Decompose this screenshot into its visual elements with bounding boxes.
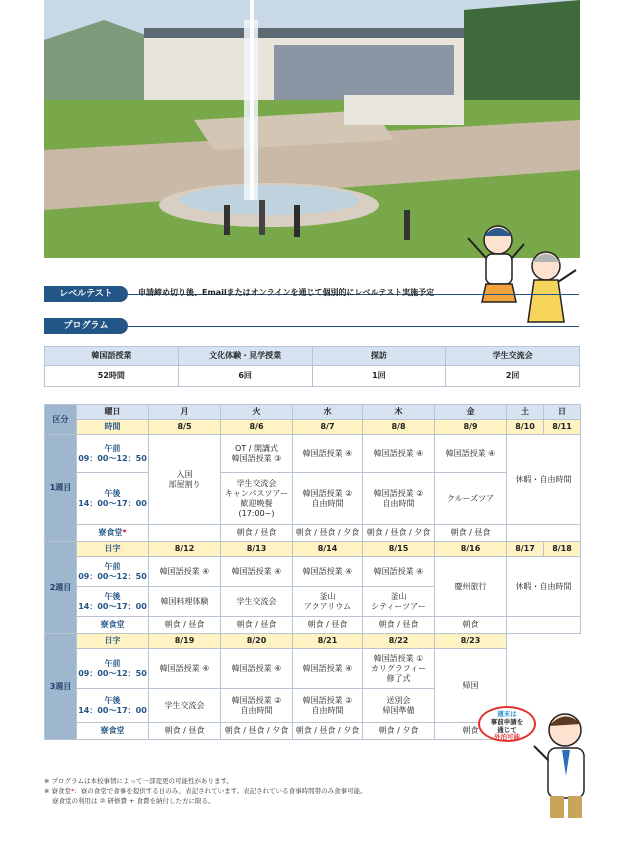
activity-cell: 韓国語授業 ④ (363, 557, 435, 587)
date-cell: 8/14 (293, 542, 363, 557)
activity-cell: 韓国語授業 ④ (293, 649, 363, 689)
footnotes (44, 776, 367, 806)
activity-cell: 韓国語授業 ④ (149, 557, 221, 587)
program-header: 韓国語授業 (45, 347, 179, 366)
date-cell: 8/5 (149, 420, 221, 435)
program-header: 探訪 (312, 347, 446, 366)
morning-slot: 午前 09：00～12：50 (77, 435, 149, 473)
meal-label: 寮食堂 (77, 617, 149, 634)
date-cell: 8/13 (221, 542, 293, 557)
meal-cell: 朝食 / 昼食 (363, 617, 435, 634)
time-header: 時間 (77, 420, 149, 435)
date-cell: 8/12 (149, 542, 221, 557)
activity-cell: 学生交流会 (221, 587, 293, 617)
note-change: ※ プログラムは本校事情によって一部変更の可能性があります。 (44, 777, 233, 785)
activity-cell: クルーズツア (435, 473, 507, 525)
weekend-stay-bubble: 週末は 事前申請を 通じて 外泊可能 (478, 706, 536, 742)
date-cell: 8/7 (293, 420, 363, 435)
week-label: 1週目 (45, 435, 77, 542)
date-cell: 8/22 (363, 634, 435, 649)
meal-cell: 朝食 / 昼食 / 夕食 (221, 723, 293, 740)
date-cell: 8/8 (363, 420, 435, 435)
date-cell: 8/6 (221, 420, 293, 435)
meal-cell (149, 525, 221, 542)
meal-cell: 朝食 / 昼食 (435, 525, 507, 542)
date-cell: 8/19 (149, 634, 221, 649)
program-value: 52時間 (45, 366, 179, 387)
activity-cell: 送別会 帰国準備 (363, 689, 435, 723)
date-cell: 8/18 (544, 542, 581, 557)
category-header: 区分 (45, 405, 77, 435)
activity-cell: 韓国語授業 ④ (221, 649, 293, 689)
weekday-header: 曜日 (77, 405, 149, 420)
activity-cell: 韓国語授業 ② 自由時間 (221, 689, 293, 723)
meal-cell: 朝食 (435, 723, 507, 740)
note-cafeteria: ※ 寮食堂*：寮の食堂で食事を提供する日のみ、表記されています。表記されている食事時間帯のみ食事可能。 (44, 787, 367, 796)
activity-cell: 韓国語授業 ④ (435, 435, 507, 473)
program-value: 6回 (178, 366, 312, 387)
date-cell: 8/17 (507, 542, 544, 557)
activity-cell: 韓国語授業 ② 自由時間 (293, 473, 363, 525)
dow-tue: 火 (221, 405, 293, 420)
activity-cell: 韓国料理体験 (149, 587, 221, 617)
meal-cell: 朝食 / 昼食 (149, 723, 221, 740)
meal-cell (507, 617, 581, 634)
activity-cell: 韓国語授業 ② 自由時間 (363, 473, 435, 525)
date-header: 日字 (77, 634, 149, 649)
week-label: 3週目 (45, 634, 77, 740)
week-label: 2週目 (45, 542, 77, 634)
meal-cell (507, 525, 581, 542)
meal-cell: 朝食 / 昼食 (149, 617, 221, 634)
meal-cell: 朝食 (435, 617, 507, 634)
program-summary-table (44, 346, 580, 387)
afternoon-slot: 午後 14：00～17：00 (77, 689, 149, 723)
morning-slot: 午前 09：00～12：50 (77, 557, 149, 587)
date-cell: 8/10 (507, 420, 544, 435)
meal-cell: 朝食 / 夕食 (363, 723, 435, 740)
dow-sun: 日 (544, 405, 581, 420)
activity-cell: 韓国語授業 ④ (293, 435, 363, 473)
date-cell: 8/9 (435, 420, 507, 435)
dow-wed: 水 (293, 405, 363, 420)
program-divider (128, 326, 579, 327)
arrival-cell: 入国 部屋割り (149, 435, 221, 525)
meal-cell: 朝食 / 昼食 (221, 525, 293, 542)
meal-cell: 朝食 / 昼食 (221, 617, 293, 634)
note-cafeteria-usage: 寮食堂の利用は ② 研修費 + 食費を納付した方に限る。 (52, 797, 215, 806)
activity-cell: 帰国 (435, 649, 507, 723)
children-illustration (464, 218, 584, 328)
afternoon-slot: 午後 14：00～17：00 (77, 473, 149, 525)
activity-cell: 釜山 アクアリウム (293, 587, 363, 617)
date-cell: 8/11 (544, 420, 581, 435)
dow-sat: 土 (507, 405, 544, 420)
weekend-cell: 休暇・自由時間 (507, 557, 581, 617)
activity-cell: 韓国語授業 ④ (363, 435, 435, 473)
afternoon-slot: 午後 14：00～17：00 (77, 587, 149, 617)
date-cell: 8/20 (221, 634, 293, 649)
activity-cell: 韓国語授業 ② 自由時間 (293, 689, 363, 723)
activity-cell: OT / 開講式 韓国語授業 ③ (221, 435, 293, 473)
meal-cell: 朝食 / 昼食 / 夕食 (293, 723, 363, 740)
meal-label: 寮食堂* (77, 525, 149, 542)
activity-cell: 釜山 シティーツアー (363, 587, 435, 617)
schedule-table (44, 404, 581, 740)
date-cell: 8/23 (435, 634, 507, 649)
activity-cell: 韓国語授業 ④ (293, 557, 363, 587)
dow-mon: 月 (149, 405, 221, 420)
level-test-label: レベルテスト (44, 286, 128, 302)
activity-cell: 慶州旅行 (435, 557, 507, 617)
date-cell: 8/21 (293, 634, 363, 649)
program-header: 文化体験・見学授業 (178, 347, 312, 366)
dow-fri: 金 (435, 405, 507, 420)
program-value: 2回 (446, 366, 580, 387)
meal-label: 寮食堂 (77, 723, 149, 740)
weekend-cell: 休暇・自由時間 (507, 435, 581, 525)
date-cell: 8/16 (435, 542, 507, 557)
meal-cell: 朝食 / 昼食 / 夕食 (363, 525, 435, 542)
program-value: 1回 (312, 366, 446, 387)
meal-cell: 朝食 / 昼食 (293, 617, 363, 634)
meal-cell: 朝食 / 昼食 / 夕食 (293, 525, 363, 542)
date-cell: 8/15 (363, 542, 435, 557)
program-label: プログラム (44, 318, 128, 334)
dow-thu: 木 (363, 405, 435, 420)
activity-cell: 韓国語授業 ① カリグラフィー 修了式 (363, 649, 435, 689)
activity-cell: 韓国語授業 ④ (149, 649, 221, 689)
activity-cell: 学生交流会 キャンパスツアー 歓迎晩餐 (17:00~) (221, 473, 293, 525)
date-header: 日字 (77, 542, 149, 557)
morning-slot: 午前 09：00～12：50 (77, 649, 149, 689)
activity-cell: 韓国語授業 ④ (221, 557, 293, 587)
level-test-description: 申請締め切り後、Emailまたはオンラインを通じて個別的にレベルテスト実施予定 (138, 288, 435, 297)
program-header: 学生交流会 (446, 347, 580, 366)
activity-cell: 学生交流会 (149, 689, 221, 723)
